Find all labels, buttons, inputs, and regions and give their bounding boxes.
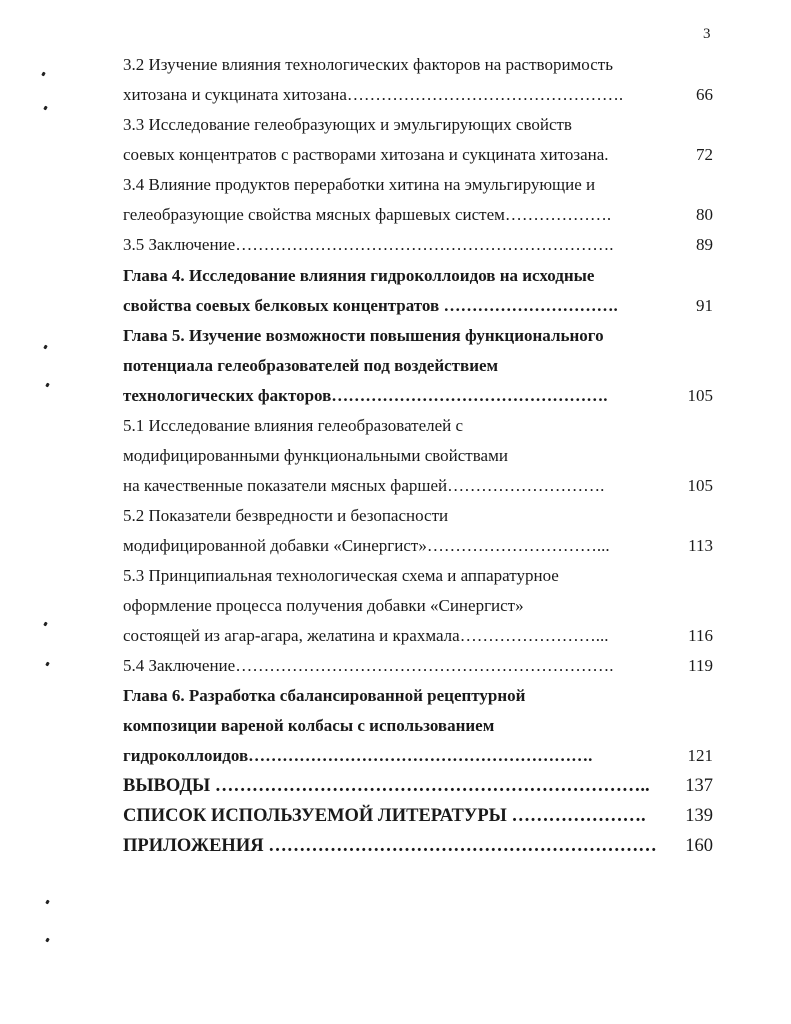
scan-speck bbox=[46, 938, 51, 944]
toc-entry bbox=[123, 261, 713, 291]
toc-entry bbox=[123, 110, 713, 140]
toc-entry bbox=[123, 170, 713, 200]
toc-entry-page: 66 bbox=[696, 85, 713, 104]
toc-entry-title: на качественные показатели мясных фаршей………………………. bbox=[123, 476, 605, 495]
toc-entry-title: 3.4 Влияние продуктов переработки хитина на эмульгирующие и bbox=[123, 175, 596, 194]
toc-entry bbox=[123, 200, 713, 230]
scan-speck bbox=[46, 900, 51, 906]
toc-entry-title: гелеобразующие свойства мясных фаршевых систем………………. bbox=[123, 205, 612, 224]
toc-entry-page: 91 bbox=[696, 296, 713, 315]
toc-entry-title: СПИСОК ИСПОЛЬЗУЕМОЙ ЛИТЕРАТУРЫ …………………. bbox=[123, 806, 646, 826]
toc-entry-title: оформление процесса получения добавки «Синергист» bbox=[123, 596, 524, 615]
toc-entry bbox=[123, 681, 713, 711]
toc-entry-page: 89 bbox=[696, 235, 713, 254]
toc-entry-title: Глава 4. Исследование влияния гидроколлоидов на исходные bbox=[123, 266, 595, 285]
toc-entry-title: технологических факторов…………………………………………. bbox=[123, 386, 608, 405]
toc-entry-page: 113 bbox=[688, 536, 713, 555]
toc-entry bbox=[123, 411, 713, 441]
toc-entry bbox=[123, 531, 713, 561]
toc-entry bbox=[123, 381, 713, 411]
toc-entry-title: свойства соевых белковых концентратов …………………………. bbox=[123, 296, 618, 315]
page-number: 3 bbox=[703, 26, 711, 42]
toc-entry-page: 80 bbox=[696, 205, 713, 224]
toc-entry bbox=[123, 561, 713, 591]
toc-entry bbox=[123, 651, 713, 681]
toc-entry-title: соевых концентратов с растворами хитозана и сукцината хитозана. bbox=[123, 145, 609, 164]
toc-entry-title: композиции вареной колбасы с использованием bbox=[123, 716, 495, 735]
toc-entry-title: Глава 5. Изучение возможности повышения функционального bbox=[123, 326, 604, 345]
toc-entry-title: модифицированной добавки «Синергист»…………………………... bbox=[123, 536, 610, 555]
toc-entry-title: ВЫВОДЫ …………………………………………………………….. bbox=[123, 776, 650, 796]
toc-entry-page: 121 bbox=[687, 746, 713, 765]
toc-entry-title: Глава 6. Разработка сбалансированной рецептурной bbox=[123, 686, 526, 705]
toc-entry bbox=[123, 501, 713, 531]
toc-entry-title: состоящей из агар-агара, желатина и крахмала……………………... bbox=[123, 626, 609, 645]
toc-entry bbox=[123, 321, 713, 351]
toc-entry-page: 160 bbox=[685, 836, 713, 856]
toc-entry bbox=[123, 50, 713, 80]
toc-entry-title: 5.2 Показатели безвредности и безопасности bbox=[123, 506, 449, 525]
toc-entry-title: 5.1 Исследование влияния гелеобразователей с bbox=[123, 416, 464, 435]
toc-entry-page: 105 bbox=[687, 386, 713, 405]
toc-entry bbox=[123, 351, 713, 381]
toc-entry bbox=[123, 291, 713, 321]
toc-entry-title: хитозана и сукцината хитозана…………………………………………. bbox=[123, 85, 624, 104]
toc-entry-page: 139 bbox=[685, 806, 713, 826]
toc-entry-page: 119 bbox=[688, 656, 713, 675]
toc-entry bbox=[123, 831, 713, 861]
toc-entry-title: 3.5 Заключение…………………………………………………………. bbox=[123, 235, 614, 254]
toc-entry bbox=[123, 80, 713, 110]
scan-speck bbox=[44, 622, 49, 628]
toc-entry bbox=[123, 711, 713, 741]
toc-entry-title: гидроколлоидов……………………………………………………. bbox=[123, 746, 593, 765]
scan-speck bbox=[46, 383, 51, 389]
toc-entry-title: потенциала гелеобразователей под воздействием bbox=[123, 356, 499, 375]
toc-entry-page: 137 bbox=[685, 776, 713, 796]
toc-entry bbox=[123, 230, 713, 260]
toc-entry-title: 3.3 Исследование гелеобразующих и эмульгирующих свойств bbox=[123, 115, 572, 134]
scan-speck bbox=[42, 72, 47, 78]
toc-entry bbox=[123, 591, 713, 621]
toc-entry-title: 3.2 Изучение влияния технологических факторов на растворимость bbox=[123, 55, 613, 74]
scan-speck bbox=[44, 106, 49, 112]
toc-entry bbox=[123, 471, 713, 501]
toc-entry bbox=[123, 741, 713, 771]
toc-entry-title: 5.4 Заключение…………………………………………………………. bbox=[123, 656, 614, 675]
toc-entry bbox=[123, 771, 713, 801]
toc-entry-title: модифицированными функциональными свойствами bbox=[123, 446, 508, 465]
toc-entry bbox=[123, 441, 713, 471]
toc-entry bbox=[123, 140, 713, 170]
scan-speck bbox=[44, 345, 49, 351]
toc-entry-page: 116 bbox=[688, 626, 713, 645]
toc-entry-title: 5.3 Принципиальная технологическая схема и аппаратурное bbox=[123, 566, 559, 585]
toc-entry-page: 72 bbox=[696, 145, 713, 164]
scan-speck bbox=[46, 662, 51, 668]
toc-entry bbox=[123, 801, 713, 831]
toc-entry-page: 105 bbox=[687, 476, 713, 495]
toc-entry bbox=[123, 621, 713, 651]
toc-entry-title: ПРИЛОЖЕНИЯ ……………………………………………………… bbox=[123, 836, 657, 856]
